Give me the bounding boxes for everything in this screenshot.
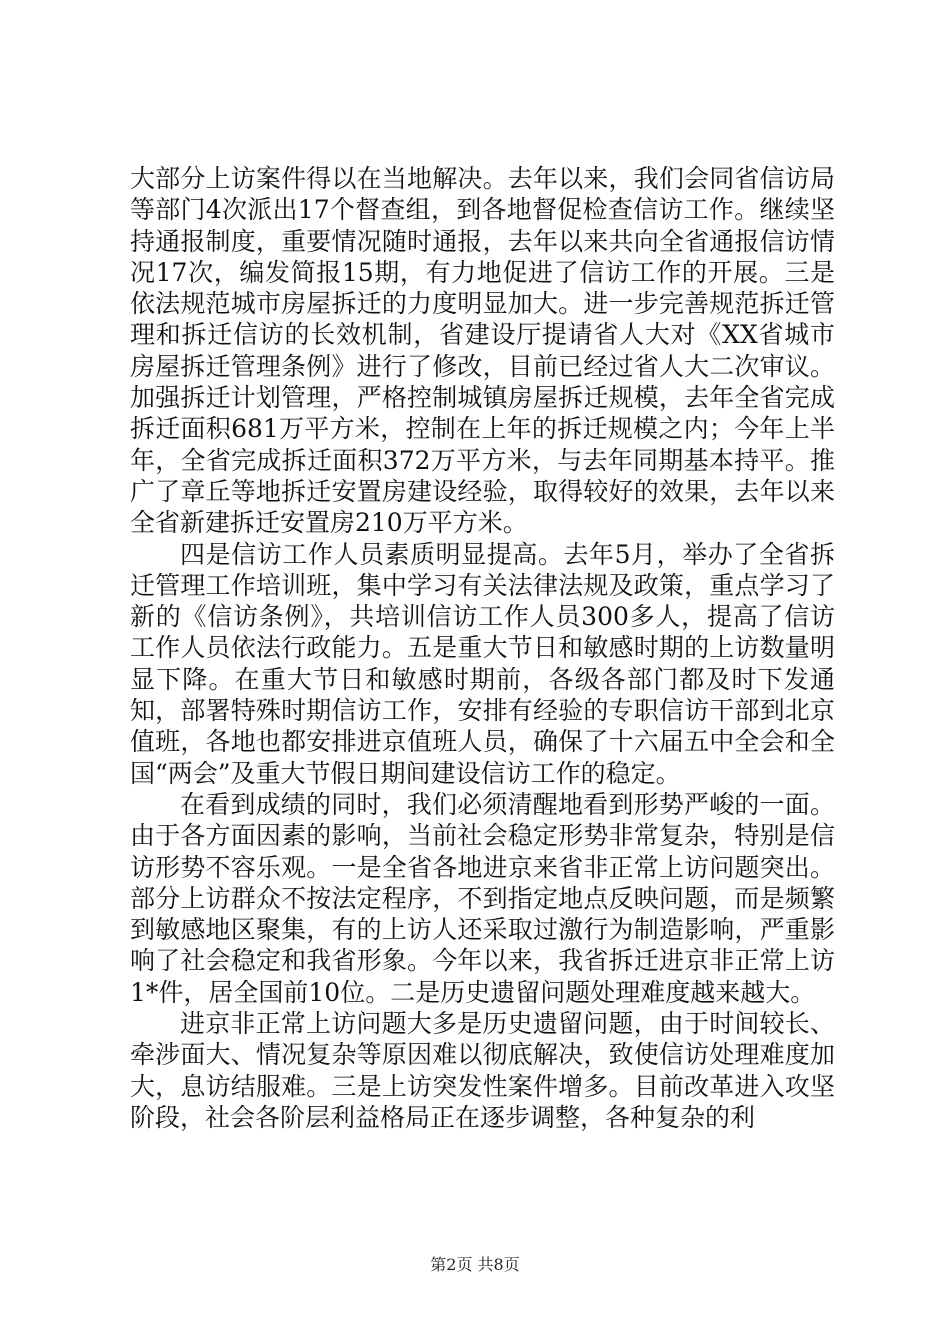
paragraph-4: 进京非正常上访问题大多是历史遗留问题，由于时间较长、牵涉面大、情况复杂等原因难以彻底解决，致使信访处理难度加大，息访结服难。三是上访突发性案件增多。目前改革进入攻坚阶段，社会各阶层利益格局正在逐步调整，各种复杂的利 bbox=[130, 1009, 835, 1132]
paragraph-1: 大部分上访案件得以在当地解决。去年以来，我们会同省信访局等部门4次派出17个督查组，到各地督促检查信访工作。继续坚持通报制度，重要情况随时通报，去年以来共向全省通报信访情况17次，编发简报15期，有力地促进了信访工作的开展。三是依法规范城市房屋拆迁的力度明显加大。进一步完善规范拆迁管理和拆迁信访的长效机制，省建设厅提请省人大对《XX省城市房屋拆迁管理条例》进行了修改，目前已经过省人大二次审议。加强拆迁计划管理，严格控制城镇房屋拆迁规模，去年全省完成拆迁面积681万平方米，控制在上年的拆迁规模之内；今年上半年，全省完成拆迁面积372万平方米，与去年同期基本持平。推广了章丘等地拆迁安置房建设经验，取得较好的效果，去年以来全省新建拆迁安置房210万平方米。 bbox=[130, 164, 835, 538]
paragraph-2: 四是信访工作人员素质明显提高。去年5月，举办了全省拆迁管理工作培训班，集中学习有关法律法规及政策，重点学习了新的《信访条例》，共培训信访工作人员300多人，提高了信访工作人员依法行政能力。五是重大节日和敏感时期的上访数量明显下降。在重大节日和敏感时期前，各级各部门都及时下发通知，部署特殊时期信访工作，安排有经验的专职信访干部到北京值班，各地也都安排进京值班人员，确保了十六届五中全会和全国“两会”及重大节假日期间建设信访工作的稳定。 bbox=[130, 539, 835, 788]
paragraph-3: 在看到成绩的同时，我们必须清醒地看到形势严峻的一面。由于各方面因素的影响，当前社会稳定形势非常复杂，特别是信访形势不容乐观。一是全省各地进京来省非正常上访问题突出。部分上访群众不按法定程序，不到指定地点反映问题，而是频繁到敏感地区聚集，有的上访人还采取过激行为制造影响，严重影响了社会稳定和我省形象。今年以来，我省拆迁进京非正常上访1*件，居全国前10位。二是历史遗留问题处理难度越来越大。 bbox=[130, 789, 835, 1007]
document-body bbox=[130, 163, 835, 1133]
page-footer: 第2页 共8页 bbox=[430, 1255, 520, 1274]
